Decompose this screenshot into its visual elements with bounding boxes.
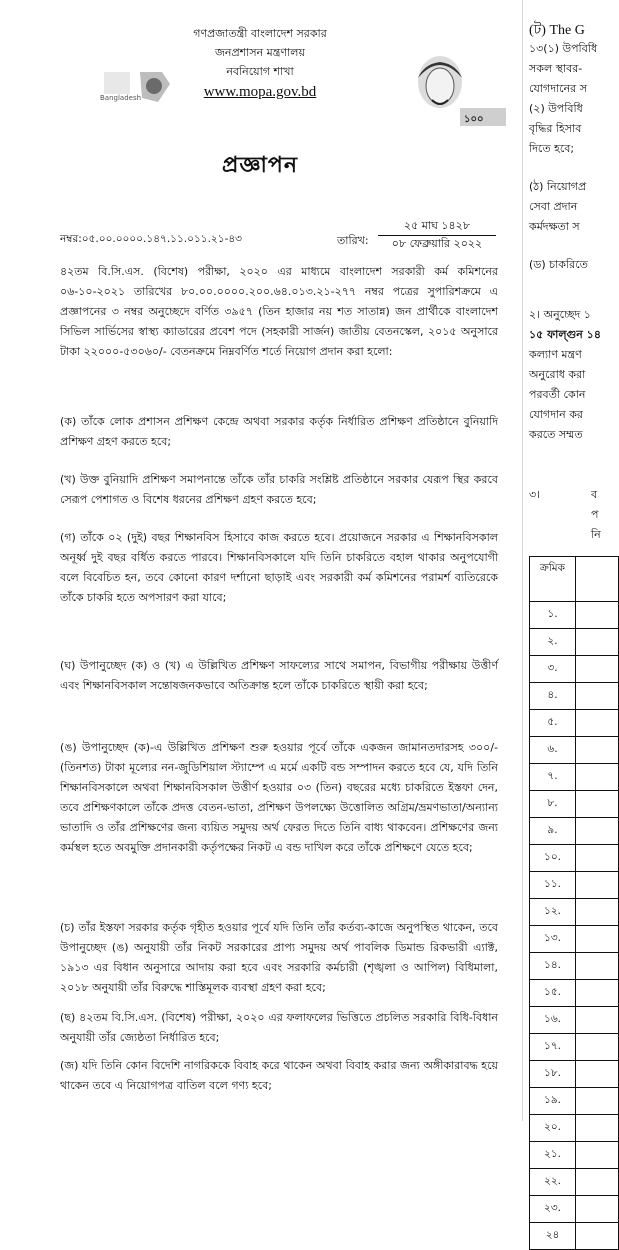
clause-ka: (ক) তাঁকে লোক প্রশাসন প্রশিক্ষণ কেন্দ্রে অথবা সরকার কর্তৃক নির্ধারিত প্রশিক্ষণ প্রতিষ্ঠানে বুনিয়াদি প্রশিক্ষণ গ্রহণ করতে হবে; [60, 415, 498, 448]
table-cell [576, 953, 619, 980]
table-row [530, 656, 619, 683]
table-cell [576, 602, 619, 629]
table-row [530, 1088, 619, 1115]
date-bangla: ২৫ মাঘ ১৪২৮ [378, 218, 496, 236]
appointee-table-body [530, 557, 619, 1250]
right-line: দিতে হবে; [529, 142, 575, 155]
page-title: প্রজ্ঞাপন [222, 153, 298, 178]
letterhead [0, 24, 520, 103]
right-line: যোগদান কর [529, 408, 583, 421]
table-cell [576, 656, 619, 683]
table-row [530, 1196, 619, 1223]
serial-cell: ২৩. [530, 1196, 576, 1223]
right-line: (ড) চাকরিতে [529, 258, 588, 271]
table-cell [576, 1223, 619, 1250]
table-cell [576, 629, 619, 656]
serial-cell: ৮. [530, 791, 576, 818]
table-row [530, 872, 619, 899]
table-row [530, 737, 619, 764]
serial-cell: ২৪ [530, 1223, 576, 1250]
next-page-partial [522, 0, 606, 1241]
right-line: (ট) The G [529, 23, 585, 38]
intro-paragraph: ৪২তম বি.সি.এস. (বিশেষ) পরীক্ষা, ২০২০ এর মাধ্যমে বাংলাদেশ সরকারী কর্ম কমিশনের ০৬-১০-২০২১ তারিখের ৮০.০০.০০০০.২০০.৬৪.০১৩.২১-২৭৭ নম্বর পত্রের সুপারিশক্রমে এ প্রজ্ঞাপনের ৩ নম্বর অনুচ্ছেদে বর্ণিত ৩৯৫৭ (তিন হাজার নয় শত সাতান্ন) জন প্রার্থীকে বাংলাদেশ সিভিল সার্ভিসের স্বাস্থ্য ক্যাডারের প্রবেশ পদে (সহকারী সার্জন) জাতীয় বেতনস্কেল, ২০১৫ অনুসারে টাকা ২২০০০-৫৩০৬০/- বেতনক্রমে নিম্নবর্ণিত শর্তে নিয়োগ প্রদান করা হলো: [60, 265, 498, 358]
table-cell [576, 980, 619, 1007]
serial-cell: ৩. [530, 656, 576, 683]
right-line: ব [591, 488, 598, 501]
table-row [530, 980, 619, 1007]
table-cell [576, 899, 619, 926]
table-row [530, 710, 619, 737]
table-row [530, 1034, 619, 1061]
serial-cell: ৬. [530, 737, 576, 764]
clause-chha: (ছ) ৪২তম বি.সি.এস. (বিশেষ) পরীক্ষা, ২০২০ এর ফলাফলের ভিত্তিতে প্রচলিত সরকারি বিধি-বিধান অনুযায়ী তাঁর জ্যেষ্ঠতা নির্ধারিত হবে; [60, 1011, 498, 1044]
right-line: ৩। [529, 488, 541, 501]
right-line: ১৫ ফাল্গুন ১৪ [529, 328, 601, 341]
right-line: (ঠ) নিয়োগপ্র [529, 180, 587, 193]
table-row [530, 1007, 619, 1034]
serial-header: ক্রমিক [530, 557, 576, 602]
date-label: তারিখ: [337, 234, 369, 247]
svg-text:১০০: ১০০ [464, 114, 484, 125]
serial-cell: ১৪. [530, 953, 576, 980]
table-cell [576, 764, 619, 791]
date-block [378, 218, 496, 252]
table-cell [576, 1061, 619, 1088]
clause-uma: (ঙ) উপানুচ্ছেদ (ক)-এ উল্লিখিত প্রশিক্ষণ শুরু হওয়ার পূর্বে তাঁকে একজন জামানতদারসহ ৩০০/- (তিনশত) টাকা মূল্যের নন-জুডিশিয়াল স্ট্যাম্পে এ মর্মে একটি বন্ড সম্পাদন করতে হবে যে, যদি তিনি শিক্ষানবিসকালে অথবা শিক্ষানবিসকাল উত্তীর্ণ হওয়ার ০৩ (তিন) বছরের মধ্যে চাকরিতে ইস্তফা দেন, তবে প্রশিক্ষণকালে তাঁকে প্রদত্ত বেতন-ভাতা, প্রশিক্ষণ উপলক্ষ্যে উত্তোলিত অগ্রিম/ভ্রমণভাতা/অন্যান্য ভাতাদি ও তাঁর প্রশিক্ষণের জন্য ব্যয়িত সমুদয় অর্থ ফেরত দিতে তিনি বাধ্য থাকবেন। প্রশিক্ষণের জন্য কর্মস্থল হতে অবমুক্তি প্রদানকারী কর্তৃপক্ষের নিকট এ বন্ড দাখিল করে তাঁকে প্রশিক্ষণে যেতে হবে; [60, 741, 498, 854]
table-row [530, 629, 619, 656]
table-row [530, 845, 619, 872]
govt-name: গণপ্রজাতন্ত্রী বাংলাদেশ সরকার [193, 27, 327, 40]
table-row [530, 791, 619, 818]
clause-cha: (চ) তাঁর ইস্তফা সরকার কর্তৃক গৃহীত হওয়ার পূর্বে যদি তিনি তাঁর কর্তব্য-কাজে অনুপস্থিত থাকেন, তবে উপানুচ্ছেদ (ঙ) অনুযায়ী তাঁর নিকট সরকারের প্রাপ্য সমুদয় অর্থ পাবলিক ডিমান্ড রিকভারী এ্যাক্ট, ১৯১৩ এর বিধান অনুসারে আদায় করা হবে এবং সরকারি কর্মচারী (শৃঙ্খলা ও আপিল) বিধিমালা, ২০১৮ অনুযায়ী তাঁর বিরুদ্ধে শাস্তিমূলক ব্যবস্থা গ্রহণ করা হবে; [60, 921, 498, 994]
table-row [530, 764, 619, 791]
serial-cell: ৯. [530, 818, 576, 845]
table-row [530, 818, 619, 845]
table-row [530, 602, 619, 629]
serial-cell: ১৮. [530, 1061, 576, 1088]
right-line: ২। অনুচ্ছেদ ১ [529, 308, 591, 321]
table-cell [576, 1169, 619, 1196]
table-cell [576, 1115, 619, 1142]
section-name: নবনিয়োগ শাখা [226, 65, 294, 78]
date-english: ০৮ ফেব্রুয়ারি ২০২২ [391, 237, 483, 250]
clause-kha: (খ) উক্ত বুনিয়াদি প্রশিক্ষণ সমাপনান্তে তাঁকে তাঁর চাকরি সংশ্লিষ্ট প্রতিষ্ঠানে সরকার যেরূপ স্থির করবে সেরূপ পেশাগত ও বিশেষ ধরনের প্রশিক্ষণ গ্রহণ করতে হবে; [60, 473, 498, 506]
table-cell [576, 1196, 619, 1223]
serial-cell: ১০. [530, 845, 576, 872]
table-cell [576, 926, 619, 953]
table-cell [576, 1142, 619, 1169]
serial-cell: ২. [530, 629, 576, 656]
clause-gha: (ঘ) উপানুচ্ছেদ (ক) ও (খ) এ উল্লিখিত প্রশিক্ষণ সাফল্যের সাথে সমাপন, বিভাগীয় পরীক্ষায় উত্তীর্ণ এবং শিক্ষানবিসকাল সন্তোষজনকভাবে অতিক্রান্ত হলে তাঁকে চাকরিতে স্থায়ী করা হবে; [60, 659, 498, 692]
ministry-name: জনপ্রশাসন মন্ত্রণালয় [215, 46, 305, 59]
table-row [530, 683, 619, 710]
serial-cell: ৪. [530, 683, 576, 710]
website-link[interactable]: www.mopa.gov.bd [203, 84, 317, 100]
serial-cell: ১৭. [530, 1034, 576, 1061]
table-cell [576, 710, 619, 737]
serial-cell: ১. [530, 602, 576, 629]
right-line: সেবা প্রদান [529, 200, 578, 213]
table-cell [576, 791, 619, 818]
table-cell [576, 1034, 619, 1061]
serial-cell: ৫. [530, 710, 576, 737]
serial-cell: ২০. [530, 1115, 576, 1142]
right-line: নি [591, 528, 601, 541]
memo-number: নম্বর:০৫.০০.০০০০.১৪৭.১১.০১১.২১-৪৩ [60, 233, 242, 245]
table-cell [576, 683, 619, 710]
table-row [530, 1142, 619, 1169]
serial-cell: ১৩. [530, 926, 576, 953]
table-cell [576, 818, 619, 845]
serial-cell: ১৬. [530, 1007, 576, 1034]
right-line: যোগদানের স [529, 82, 587, 95]
table-row [530, 1061, 619, 1088]
appointee-table [529, 556, 619, 1250]
table-row [530, 926, 619, 953]
table-header-row [530, 557, 619, 602]
right-line: বৃদ্ধির হিসাব [529, 122, 582, 135]
right-line: করতে সম্মত [529, 428, 583, 441]
table-row [530, 1169, 619, 1196]
table-row [530, 1223, 619, 1250]
serial-cell: ১২. [530, 899, 576, 926]
right-line: কল্যাণ মন্ত্রণ [529, 348, 582, 361]
serial-cell: ১১. [530, 872, 576, 899]
table-row [530, 899, 619, 926]
right-line: কর্মদক্ষতা স [529, 220, 580, 233]
right-line: ১৩(১) উপবিধি [529, 42, 598, 55]
right-line: সকল স্থাবর- [529, 62, 583, 75]
table-cell [576, 1007, 619, 1034]
clause-ja: (জ) যদি তিনি কোন বিদেশি নাগরিককে বিবাহ করে থাকেন অথবা বিবাহ করার জন্য অঙ্গীকারাবদ্ধ হয়ে থাকেন তবে এ নিয়োগপত্র বাতিল বলে গণ্য হবে; [60, 1059, 498, 1092]
table-row [530, 1115, 619, 1142]
clause-ga: (গ) তাঁকে ০২ (দুই) বছর শিক্ষানবিস হিসাবে কাজ করতে হবে। প্রয়োজনে সরকার এ শিক্ষানবিসকাল অনূর্ধ্ব দুই বছর বর্ধিত করতে পারবে। শিক্ষানবিসকালে যদি তিনি চাকরিতে বহাল থাকার অনুপযোগী বলে বিবেচিত হন, তবে কোনো কারণ দর্শানো ছাড়াই এবং সরকারী কর্ম কমিশনের পরামর্শ ব্যতিরেকে তাঁকে চাকরি হতে অপসারণ করা যাবে; [60, 531, 498, 604]
table-cell [576, 845, 619, 872]
serial-cell: ২১. [530, 1142, 576, 1169]
right-line: পরবর্তী কোন [529, 388, 586, 401]
right-line: অনুরোধ করা [529, 368, 586, 381]
table-row [530, 953, 619, 980]
serial-cell: ৭. [530, 764, 576, 791]
table-cell [576, 557, 619, 602]
logo-left-text: Bangladesh [100, 94, 142, 102]
table-cell [576, 1088, 619, 1115]
table-cell [576, 872, 619, 899]
serial-cell: ১৫. [530, 980, 576, 1007]
right-line: (২) উপবিধি [529, 102, 583, 115]
right-line: প [591, 508, 599, 521]
serial-cell: ১৯. [530, 1088, 576, 1115]
serial-cell: ২২. [530, 1169, 576, 1196]
table-cell [576, 737, 619, 764]
